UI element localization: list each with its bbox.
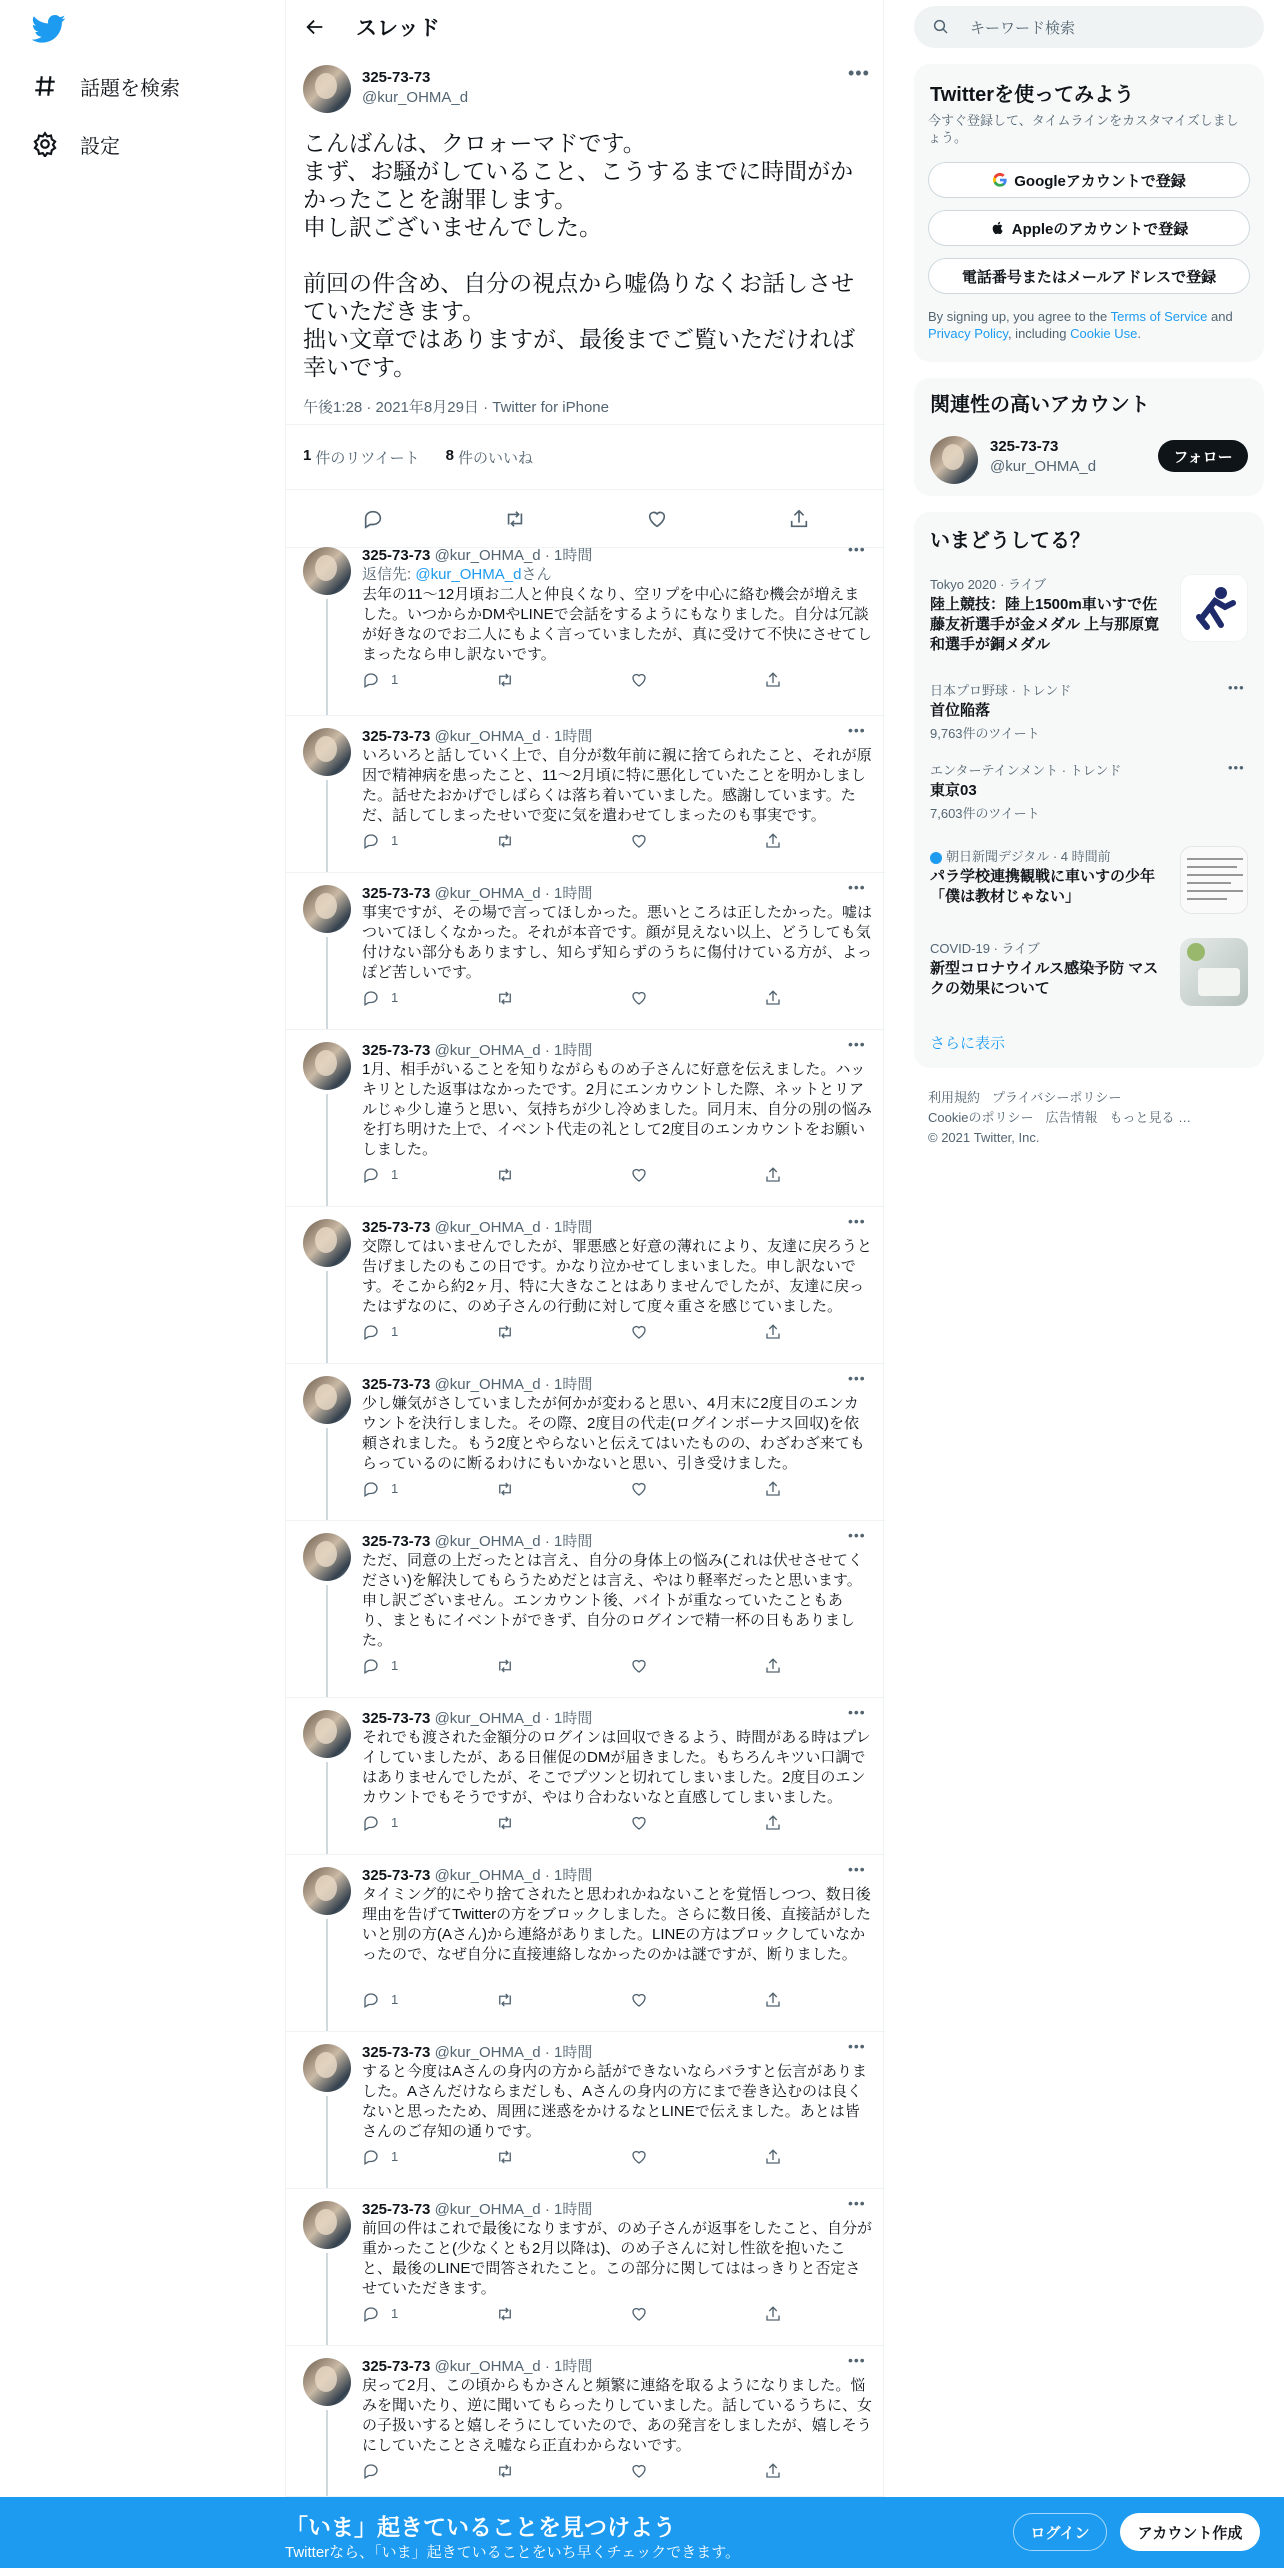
reply-tweet[interactable] — [286, 1207, 885, 1364]
tweet-text: すると今度はAさんの身内の方から話ができないならバラすと伝言がありました。Aさんだけならまだしも、Aさんの身内の方にまで巻き込むのは良くないと思ったため、周囲に迷惑をかけるなとLINEで伝えました。あとは皆さんのご存知の通りです。 — [362, 2063, 868, 2140]
tweet-actions — [362, 2462, 842, 2482]
tweet-text: こんばんは、クロォーマドです。 まず、お騒がしていること、こうするまでに時間がかかったことを謝罪します。 申し訳ございませんでした。 前回の件含め、自分の視点から嘘偽りなくお話しさせていただきます。 拙い文章ではありますが、最後までご覧いただければ幸いです。 — [303, 130, 855, 380]
thread-line — [326, 1762, 328, 1854]
footer-link[interactable]: もっと見る … — [1109, 1110, 1192, 1125]
tweet-text: 事実ですが、その場で言ってほしかった。悪いところは正したかった。嘘はついてほしくなかった。それが本音です。顔が見えない以上、どうしても気付けない部分もありますし、知らず知らずのうちに傷付けている方が、よっぽど苦しいです。 — [362, 904, 873, 981]
gear-icon — [32, 131, 58, 157]
tweet-actions — [362, 989, 842, 1009]
author-name[interactable]: 325-73-73 — [362, 885, 431, 902]
tweet-text: 戻って2月、この頃からもかさんと頻繁に連絡を取るようになりました。悩みを聞いたり、逆に聞いてもらったりしていました。話しているうちに、女の子扱いすると嬉しそうにしていたので、あの発言をしましたが、嬉しそうにしていたことさえ嘘なら正直わからないです。 — [362, 2377, 873, 2454]
reply-tweet[interactable] — [286, 2189, 885, 2346]
reply-icon[interactable] — [362, 2148, 380, 2166]
like-stat[interactable]: 8 件のいいね — [445, 446, 533, 467]
reply-icon[interactable] — [362, 508, 384, 530]
trend-item[interactable]: 日本プロ野球 · トレンド 首位陥落 9,763件のツイート — [930, 683, 1072, 741]
tweet-text: それでも渡された金額分のログインは回収できるよう、時間がある時はプレイしていましたが、ある日催促のDMが届きました。もちろんキツい口調ではありませんでしたが、そこでプツンと切れてしまいました。2度目のエンカウントでもそうですが、やはり合わないなと直感してしまいました。 — [362, 1729, 871, 1806]
bottom-bar-title: 「いま」起きていることを見つけよう — [285, 2514, 676, 2540]
reply-header — [362, 2041, 592, 2062]
reply-header — [362, 1707, 592, 1728]
reply-count: 1 — [391, 833, 399, 848]
footer-link[interactable]: プライバシーポリシー — [992, 1090, 1122, 1105]
signup-subtitle: 今すぐ登録して、タイムラインをカスタマイズしましょう。 — [928, 113, 1239, 145]
retweet-icon[interactable] — [496, 2305, 514, 2323]
back-arrow-icon[interactable] — [304, 16, 326, 38]
retweet-stat[interactable]: 1 件のリツイート — [303, 446, 420, 467]
retweet-icon[interactable] — [496, 2462, 514, 2480]
reply-count: 1 — [391, 1992, 399, 2007]
tweet-text: ただ、同意の上だったとは言え、自分の身体上の悩み(これは伏せさせてください)を解決してもらうためだとは言え、やはり軽率だったと思います。申し訳ございません。エンカウント後、バイトが重なっていたこともあり、まともにイベントができず、自分のログインで精一杯の日もありました。 — [362, 1552, 863, 1649]
tweet-text: 少し嫌気がさしていましたが何かが変わると思い、4月末に2度目のエンカウントを決行しました。その際、2度目の代走(ログインボーナス回収)を依頼されました。もう2度とやらないと伝えてはいたものの、わざわざ来てもらっているのに断るわけにもいかないと思い、引き受けました。 — [362, 1395, 865, 1472]
retweet-icon[interactable] — [496, 832, 514, 850]
tweet-actions — [362, 2148, 842, 2168]
author-handle-time[interactable]: @kur_OHMA_d · 1時間 — [434, 1219, 593, 1236]
nav-settings[interactable] — [32, 122, 120, 166]
thread-header — [286, 0, 885, 53]
reply-header — [362, 1864, 592, 1885]
thread-line — [326, 599, 328, 715]
reply-icon[interactable] — [362, 1323, 380, 1341]
thread-line — [326, 937, 328, 1029]
trend-item[interactable]: エンターテインメント · トレンド 東京03 7,603件のツイート — [930, 763, 1122, 821]
author-name[interactable]: 325-73-73 — [362, 1376, 431, 1393]
reply-header — [362, 2355, 592, 2376]
trend-item[interactable]: 朝日新聞デジタル · 4 時間前 パラ学校連携観戦に車いすの少年「僕は教材じゃない」 — [930, 849, 1156, 905]
more-options-icon[interactable]: ••• — [848, 2195, 866, 2211]
like-icon[interactable] — [630, 1323, 648, 1341]
thread-line — [326, 1271, 328, 1363]
reply-count: 1 — [391, 1481, 399, 1496]
author-handle-time[interactable]: @kur_OHMA_d · 1時間 — [434, 885, 593, 902]
reply-header — [362, 1039, 592, 1060]
reply-icon[interactable] — [362, 989, 380, 1007]
reply-header — [362, 1530, 592, 1551]
author-name[interactable]: 325-73-73 — [362, 728, 431, 745]
reply-count: 1 — [391, 1324, 399, 1339]
retweet-icon[interactable] — [496, 1480, 514, 1498]
reply-header — [362, 882, 592, 903]
tweet-stats — [286, 424, 885, 490]
avatar[interactable] — [303, 1376, 351, 1424]
reply-icon[interactable] — [362, 2462, 380, 2480]
wheelchair-racing-icon — [1181, 575, 1248, 642]
trend-thumbnail — [1180, 574, 1248, 642]
reply-icon[interactable] — [362, 2305, 380, 2323]
copyright: © 2021 Twitter, Inc. — [928, 1130, 1040, 1145]
retweet-icon[interactable] — [496, 989, 514, 1007]
reply-tweet[interactable] — [286, 873, 885, 1030]
footer-link[interactable]: Cookieのポリシー — [928, 1110, 1034, 1125]
footer-link[interactable]: 利用規約 — [928, 1090, 981, 1105]
reply-tweet[interactable] — [286, 716, 885, 873]
trend-thumbnail — [1180, 938, 1248, 1006]
author-handle[interactable]: @kur_OHMA_d — [362, 89, 469, 106]
share-icon[interactable] — [764, 1323, 782, 1341]
google-signup-button[interactable]: Googleアカウントで登録 — [928, 162, 1250, 198]
more-options-icon[interactable]: ••• — [848, 722, 866, 738]
bottom-signup-bar — [0, 2497, 1284, 2568]
thread-line — [326, 1585, 328, 1697]
author-handle-time[interactable]: @kur_OHMA_d · 1時間 — [434, 1710, 593, 1727]
tweet-text: 1月、相手がいることを知りながらものめ子さんに好意を伝えました。ハッキリとした返事はなかったです。2月にエンカウントした際、ネットとリアルじゃ少し違うと思い、気持ちが少し冷めました。同月末、自分の別の悩みを打ち明けた上で、イベント代走の礼として2度目のエンカウントをお願いしました。 — [362, 1061, 873, 1158]
author-handle-time[interactable]: @kur_OHMA_d · 1時間 — [434, 2358, 593, 2375]
tweet-actions — [362, 1991, 842, 2011]
tweet-text: 交際してはいませんでしたが、罪悪感と好意の薄れにより、友達に戻ろうと告げましたのもこの日です。かなり泣かせてしまいました。申し訳ないです。そこから約2ヶ月、特に大きなことはありませんでしたが、友達に戻ったはずなのに、のめ子さんの行動に対して度々重さを感じていました。 — [362, 1238, 873, 1315]
nav-explore[interactable] — [32, 64, 180, 108]
reply-header — [362, 725, 592, 746]
apple-icon — [990, 220, 1006, 236]
nav-explore-label: 話題を検索 — [80, 77, 180, 100]
trend-thumbnail — [1180, 846, 1248, 914]
reply-count: 1 — [391, 2149, 399, 2164]
retweet-icon[interactable] — [496, 1991, 514, 2009]
reply-count: 1 — [391, 1167, 399, 1182]
avatar[interactable] — [303, 1710, 351, 1758]
avatar[interactable] — [303, 885, 351, 933]
thread-line — [326, 1428, 328, 1520]
reply-icon[interactable] — [362, 832, 380, 850]
author-name[interactable]: 325-73-73 — [362, 69, 431, 86]
follow-button[interactable]: フォロー — [1158, 440, 1248, 472]
signup-card — [914, 64, 1264, 362]
tweet-actions — [362, 2305, 842, 2325]
author-handle-time[interactable]: @kur_OHMA_d · 1時間 — [434, 2044, 593, 2061]
author-handle-time[interactable]: @kur_OHMA_d · 1時間 — [434, 2201, 593, 2218]
apple-signup-button[interactable]: Appleのアカウントで登録 — [928, 210, 1250, 246]
search-input[interactable] — [914, 6, 1264, 48]
author-name[interactable]: 325-73-73 — [362, 1710, 431, 1727]
trend-item[interactable]: COVID-19 · ライブ 新型コロナウイルス感染予防 マスクの効果について — [930, 941, 1159, 997]
signup-terms: By signing up, you agree to the Terms of Service and Privacy Policy, including Cookie Use. — [928, 309, 1233, 341]
share-icon[interactable] — [788, 508, 810, 530]
reply-icon[interactable] — [362, 1480, 380, 1498]
author-handle-time[interactable]: @kur_OHMA_d · 1時間 — [434, 1376, 593, 1393]
thread-line — [326, 780, 328, 872]
trend-more-icon[interactable]: ••• — [1228, 760, 1245, 775]
author-name[interactable]: 325-73-73 — [362, 1867, 431, 1884]
author-handle-time[interactable]: @kur_OHMA_d · 1時間 — [434, 547, 593, 564]
like-icon[interactable] — [630, 2462, 648, 2480]
like-icon[interactable] — [630, 1480, 648, 1498]
thread-line — [326, 2253, 328, 2345]
reply-tweet[interactable] — [286, 1855, 885, 2032]
tweet-text: タイミング的にやり捨てされたと思われかねないことを覚悟しつつ、数日後理由を告げてTwitterの方をブロックしました。さらに数日後、直接話がしたいと別の方(Aさん)から連絡がありました。LINEの方はブロックしていなかったので、なぜ自分に直接連絡しなかったのかは謎ですが、断りました。 — [362, 1886, 871, 1963]
like-icon[interactable] — [630, 671, 648, 689]
terms-link[interactable]: Terms of Service — [1110, 309, 1208, 324]
author-name[interactable]: 325-73-73 — [362, 2044, 431, 2061]
reply-tweet[interactable] — [286, 2346, 885, 2497]
tweet-actions — [362, 671, 842, 691]
privacy-link[interactable]: Privacy Policy — [928, 326, 1008, 341]
publisher-verified-icon — [930, 852, 942, 864]
author-name[interactable]: 325-73-73 — [362, 1533, 431, 1550]
thread-line — [326, 1919, 328, 2031]
like-icon[interactable] — [630, 1166, 648, 1184]
twitter-logo-icon[interactable] — [32, 14, 66, 44]
retweet-icon[interactable] — [496, 1814, 514, 1832]
reply-tweet[interactable] — [286, 1364, 885, 1521]
reply-count: 1 — [391, 1658, 399, 1673]
more-options-icon[interactable]: ••• — [848, 63, 870, 83]
retweet-icon[interactable] — [496, 2148, 514, 2166]
share-icon[interactable] — [764, 2462, 782, 2480]
related-name[interactable]: 325-73-73 — [990, 438, 1059, 455]
main-column — [285, 0, 884, 2568]
left-nav — [0, 0, 285, 2568]
avatar[interactable] — [930, 436, 978, 484]
like-icon[interactable] — [630, 989, 648, 1007]
avatar[interactable] — [303, 547, 351, 595]
more-options-icon[interactable]: ••• — [848, 1370, 866, 1386]
tweet-text: 去年の11〜12月頃お二人と仲良くなり、空リプを中心に絡む機会が増えました。いつからかDMやLINEで会話をするようにもなりました。自分は冗談が好きなのでお二人にもよく言っていましたが、真に受けて不快にさせてしまったなら申し訳ないです。 — [362, 586, 873, 663]
tweet-actions — [362, 1166, 842, 1186]
author-name[interactable]: 325-73-73 — [362, 1219, 431, 1236]
more-options-icon[interactable]: ••• — [848, 541, 866, 557]
author-handle-time[interactable]: @kur_OHMA_d · 1時間 — [434, 1867, 593, 1884]
cookie-link[interactable]: Cookie Use — [1070, 326, 1138, 341]
more-options-icon[interactable]: ••• — [848, 2352, 866, 2368]
trend-more-icon[interactable]: ••• — [1228, 680, 1245, 695]
reply-icon[interactable] — [362, 1991, 380, 2009]
reply-tweet[interactable] — [286, 1521, 885, 1698]
search-icon — [932, 18, 950, 36]
article-image-icon — [1181, 847, 1248, 914]
share-icon[interactable] — [764, 671, 782, 689]
thread-line — [326, 2096, 328, 2188]
more-options-icon[interactable]: ••• — [848, 879, 866, 895]
share-icon[interactable] — [764, 1657, 782, 1675]
author-handle-time[interactable]: @kur_OHMA_d · 1時間 — [434, 728, 593, 745]
signup-title: Twitterを使ってみよう — [930, 84, 1135, 106]
avatar[interactable] — [303, 65, 351, 113]
tweet-actions — [362, 1480, 842, 1500]
trends-title: いまどうしてる？ — [930, 530, 1090, 552]
share-icon[interactable] — [764, 2305, 782, 2323]
thread-line — [326, 2410, 328, 2496]
bottom-bar-subtitle: Twitterなら、「いま」起きていることをいち早くチェックできます。 — [285, 2544, 741, 2561]
replying-to: 返信先: @kur_OHMA_dさん — [362, 566, 552, 583]
author-name[interactable]: 325-73-73 — [362, 1042, 431, 1059]
reply-count: 1 — [391, 990, 399, 1005]
reply-icon[interactable] — [362, 1657, 380, 1675]
share-icon[interactable] — [764, 1991, 782, 2009]
like-icon[interactable] — [630, 2305, 648, 2323]
trends-card — [914, 512, 1264, 1068]
tweet-actions — [362, 1814, 842, 1834]
avatar[interactable] — [303, 1867, 351, 1915]
reply-header — [362, 2198, 592, 2219]
nav-settings-label: 設定 — [80, 135, 120, 158]
tweet-text: いろいろと話していく上で、自分が数年前に親に捨てられたこと、それが原因で精神病を患ったこと、11〜2月頃に特に悪化していたことを明かしました。話せたおかげでしばらくは落ち着いていました。感謝しています。ただ、話してしまったせいで変に気を遣わせてしまったのも事実です。 — [362, 747, 872, 824]
tweet-timestamp[interactable]: 午後1:28 · 2021年8月29日 · Twitter for iPhone — [303, 399, 609, 416]
like-icon[interactable] — [630, 2148, 648, 2166]
avatar[interactable] — [303, 2044, 351, 2092]
retweet-icon[interactable] — [504, 508, 526, 530]
reply-count: 1 — [391, 1815, 399, 1830]
reply-tweet[interactable] — [286, 2032, 885, 2189]
author-handle-time[interactable]: @kur_OHMA_d · 1時間 — [434, 1533, 593, 1550]
signup-button[interactable]: アカウント作成 — [1120, 2513, 1260, 2551]
share-icon[interactable] — [764, 1166, 782, 1184]
reply-header — [362, 1373, 592, 1394]
avatar[interactable] — [303, 1042, 351, 1090]
plant-image-icon — [1180, 938, 1248, 1006]
phone-email-signup-button[interactable]: 電話番号またはメールアドレスで登録 — [928, 258, 1250, 294]
avatar[interactable] — [303, 2358, 351, 2406]
reply-tweet[interactable] — [286, 1698, 885, 1855]
retweet-icon[interactable] — [496, 1657, 514, 1675]
like-icon[interactable] — [630, 832, 648, 850]
tweet-actions — [362, 1657, 842, 1677]
reply-header — [362, 544, 592, 565]
reply-icon[interactable] — [362, 671, 380, 689]
like-icon[interactable] — [630, 1814, 648, 1832]
footer-links — [928, 1088, 1248, 1148]
more-options-icon[interactable]: ••• — [848, 1704, 866, 1720]
like-icon[interactable] — [630, 1657, 648, 1675]
retweet-icon[interactable] — [496, 1323, 514, 1341]
thread-line — [326, 1094, 328, 1206]
trend-item[interactable]: Tokyo 2020 · ライブ 陸上競技：陸上1500m車いすで佐藤友祈選手が金メダル 上与那原寛和選手が銅メダル — [930, 577, 1160, 653]
reply-to-handle-link[interactable]: @kur_OHMA_d — [415, 566, 522, 583]
google-icon — [992, 172, 1008, 188]
avatar[interactable] — [303, 2201, 351, 2249]
author-name[interactable]: 325-73-73 — [362, 547, 431, 564]
share-icon[interactable] — [764, 2148, 782, 2166]
retweet-icon[interactable] — [496, 671, 514, 689]
hashtag-icon — [32, 73, 58, 99]
more-options-icon[interactable]: ••• — [848, 2038, 866, 2054]
author-name[interactable]: 325-73-73 — [362, 2201, 431, 2218]
page-title: スレッド — [356, 16, 440, 40]
share-icon[interactable] — [764, 1814, 782, 1832]
author-handle-time[interactable]: @kur_OHMA_d · 1時間 — [434, 1042, 593, 1059]
related-accounts-card — [914, 378, 1264, 496]
footer-link[interactable]: 広告情報 — [1045, 1110, 1098, 1125]
reply-icon[interactable] — [362, 1814, 380, 1832]
like-icon[interactable] — [646, 508, 668, 530]
tweet-actions — [362, 832, 842, 852]
share-icon[interactable] — [764, 1480, 782, 1498]
search-placeholder: キーワード検索 — [970, 19, 1076, 37]
more-options-icon[interactable]: ••• — [848, 1861, 866, 1877]
login-button[interactable]: ログイン — [1013, 2513, 1107, 2551]
tweet-actions — [362, 1323, 842, 1343]
show-more-link[interactable]: さらに表示 — [930, 1035, 1006, 1052]
avatar[interactable] — [303, 1533, 351, 1581]
avatar[interactable] — [303, 728, 351, 776]
more-options-icon[interactable]: ••• — [848, 1527, 866, 1543]
more-options-icon[interactable]: ••• — [848, 1036, 866, 1052]
reply-tweet[interactable] — [286, 535, 885, 716]
related-handle[interactable]: @kur_OHMA_d — [990, 458, 1097, 475]
reply-icon[interactable] — [362, 1166, 380, 1184]
more-options-icon[interactable]: ••• — [848, 1213, 866, 1229]
reply-header — [362, 1216, 592, 1237]
like-icon[interactable] — [630, 1991, 648, 2009]
tweet-text: 前回の件はこれで最後になりますが、のめ子さんが返事をしたこと、自分が重かったこと(少なくとも2月以降は)、のめ子さんに対し性欲を抱いたこと、最後のLINEで問答されたこと。この部分に関してははっきりと否定させていただきます。 — [362, 2220, 873, 2297]
author-name[interactable]: 325-73-73 — [362, 2358, 431, 2375]
share-icon[interactable] — [764, 989, 782, 1007]
reply-count: 1 — [391, 2306, 399, 2321]
related-title: 関連性の高いアカウント — [930, 394, 1150, 416]
retweet-icon[interactable] — [496, 1166, 514, 1184]
reply-tweet[interactable] — [286, 1030, 885, 1207]
share-icon[interactable] — [764, 832, 782, 850]
avatar[interactable] — [303, 1219, 351, 1267]
reply-count: 1 — [391, 672, 399, 687]
